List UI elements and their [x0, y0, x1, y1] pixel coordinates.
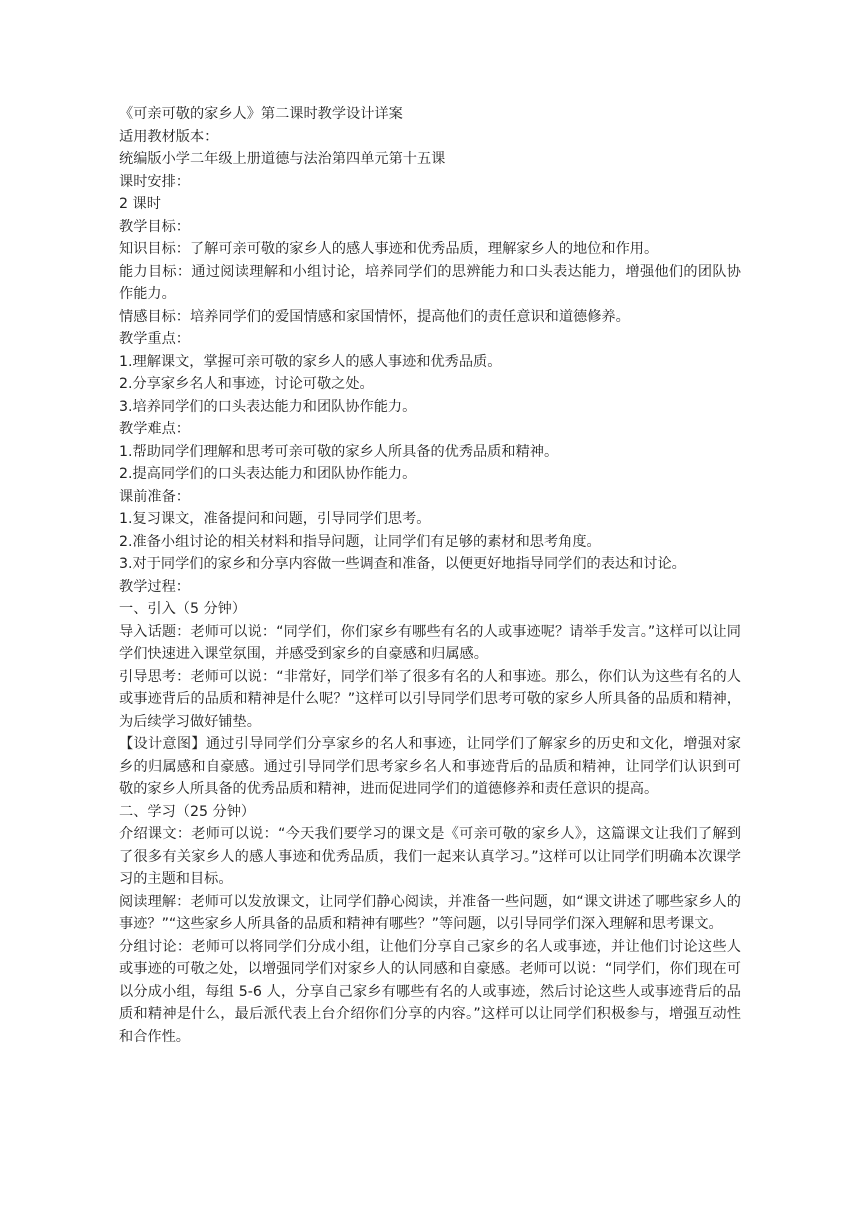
design-intent-paragraph: 【设计意图】通过引导同学们分享家乡的名人和事迹，让同学们了解家乡的历史和文化，增强对家乡的归属感和自豪感。通过引导同学们思考家乡名人和事迹背后的品质和精神，让同学们认识到可敬的家乡人所具备的优秀品质和精神，进而促进同学们的道德修养和责任意识的提高。 [119, 736, 741, 797]
difficulty-item: 2.提高同学们的口头表达能力和团队协作能力。 [119, 466, 417, 482]
difficulty-item: 1.帮助同学们理解和思考可亲可敬的家乡人所具备的优秀品质和精神。 [119, 443, 559, 460]
knowledge-objective: 知识目标：了解可亲可敬的家乡人的感人事迹和优秀品质，理解家乡人的地位和作用。 [119, 241, 659, 257]
key-point-item: 3.培养同学们的口头表达能力和团队协作能力。 [119, 398, 417, 415]
guided-thinking-paragraph: 引导思考：老师可以说：“非常好，同学们举了很多有名的人和事迹。那么，你们认为这些有名的人或事迹背后的品质和精神是什么呢？”这样可以引导同学们思考可敬的家乡人所具备的品质和精神，为后续学习做好铺垫。 [119, 668, 741, 730]
textbook-version-value: 统编版小学二年级上册道德与法治第四单元第十五课 [119, 151, 446, 167]
key-point-item: 1.理解课文，掌握可亲可敬的家乡人的感人事迹和优秀品质。 [119, 353, 502, 370]
textbook-version-label: 适用教材版本： [119, 128, 219, 145]
text-intro-paragraph: 介绍课文：老师可以说：“今天我们要学习的课文是《可亲可敬的家乡人》，这篇课文让我们了解到了很多有关家乡人的感人事迹和优秀品质，我们一起来认真学习。”这样可以让同学们明确本次课学习的主题和目标。 [119, 826, 741, 887]
group-discussion-paragraph: 分组讨论：老师可以将同学们分成小组，让他们分享自己家乡的名人或事迹，并让他们讨论这些人或事迹的可敬之处，以增强同学们对家乡人的认同感和自豪感。老师可以说：“同学们，你们现在可以分成小组，每组 5-6 人，分享自己家乡有哪些有名的人或事迹，然后讨论这些人或事迹背后的品质和精神是什么，最后派代表上台介绍你们分享的内容。”这样可以让同学们积极参与，增强互动性和合作性。 [119, 938, 741, 1045]
preparation-item: 1.复习课文，准备提问和问题，引导同学们思考。 [119, 511, 431, 527]
key-point-item: 2.分享家乡名人和事迹，讨论可敬之处。 [119, 376, 374, 392]
emotion-objective: 情感目标：培养同学们的爱国情感和家国情怀，提高他们的责任意识和道德修养。 [119, 308, 630, 325]
document-body [119, 103, 741, 1048]
process-heading: 教学过程： [119, 578, 190, 595]
preparation-item: 3.对于同学们的家乡和分享内容做一些调查和准备，以便更好地指导同学们的表达和讨论。 [119, 556, 686, 572]
schedule-value: 2 课时 [119, 196, 161, 212]
ability-objective: 能力目标：通过阅读理解和小组讨论，培养同学们的思辨能力和口头表达能力，增强他们的团队协作能力。 [119, 263, 741, 302]
preparation-heading: 课前准备： [119, 488, 190, 505]
preparation-item: 2.准备小组讨论的相关材料和指导问题，让同学们有足够的素材和思考角度。 [119, 533, 601, 550]
objectives-heading: 教学目标： [119, 218, 190, 235]
section-heading-intro: 一、引入（5 分钟） [119, 601, 247, 617]
document-title: 《可亲可敬的家乡人》第二课时教学设计详案 [119, 106, 403, 122]
schedule-label: 课时安排： [119, 173, 190, 190]
intro-topic-paragraph: 导入话题：老师可以说：“同学们，你们家乡有哪些有名的人或事迹呢？请举手发言。”这样可以让同学们快速进入课堂氛围，并感受到家乡的自豪感和归属感。 [119, 623, 741, 662]
difficulties-heading: 教学难点： [119, 421, 190, 437]
key-points-heading: 教学重点： [119, 331, 190, 347]
reading-paragraph: 阅读理解：老师可以发放课文，让同学们静心阅读，并准备一些问题，如“课文讲述了哪些家乡人的事迹？”“这些家乡人所具备的品质和精神有哪些？”等问题，以引导同学们深入理解和思考课文。 [119, 893, 741, 932]
section-heading-study: 二、学习（25 分钟） [119, 803, 256, 820]
